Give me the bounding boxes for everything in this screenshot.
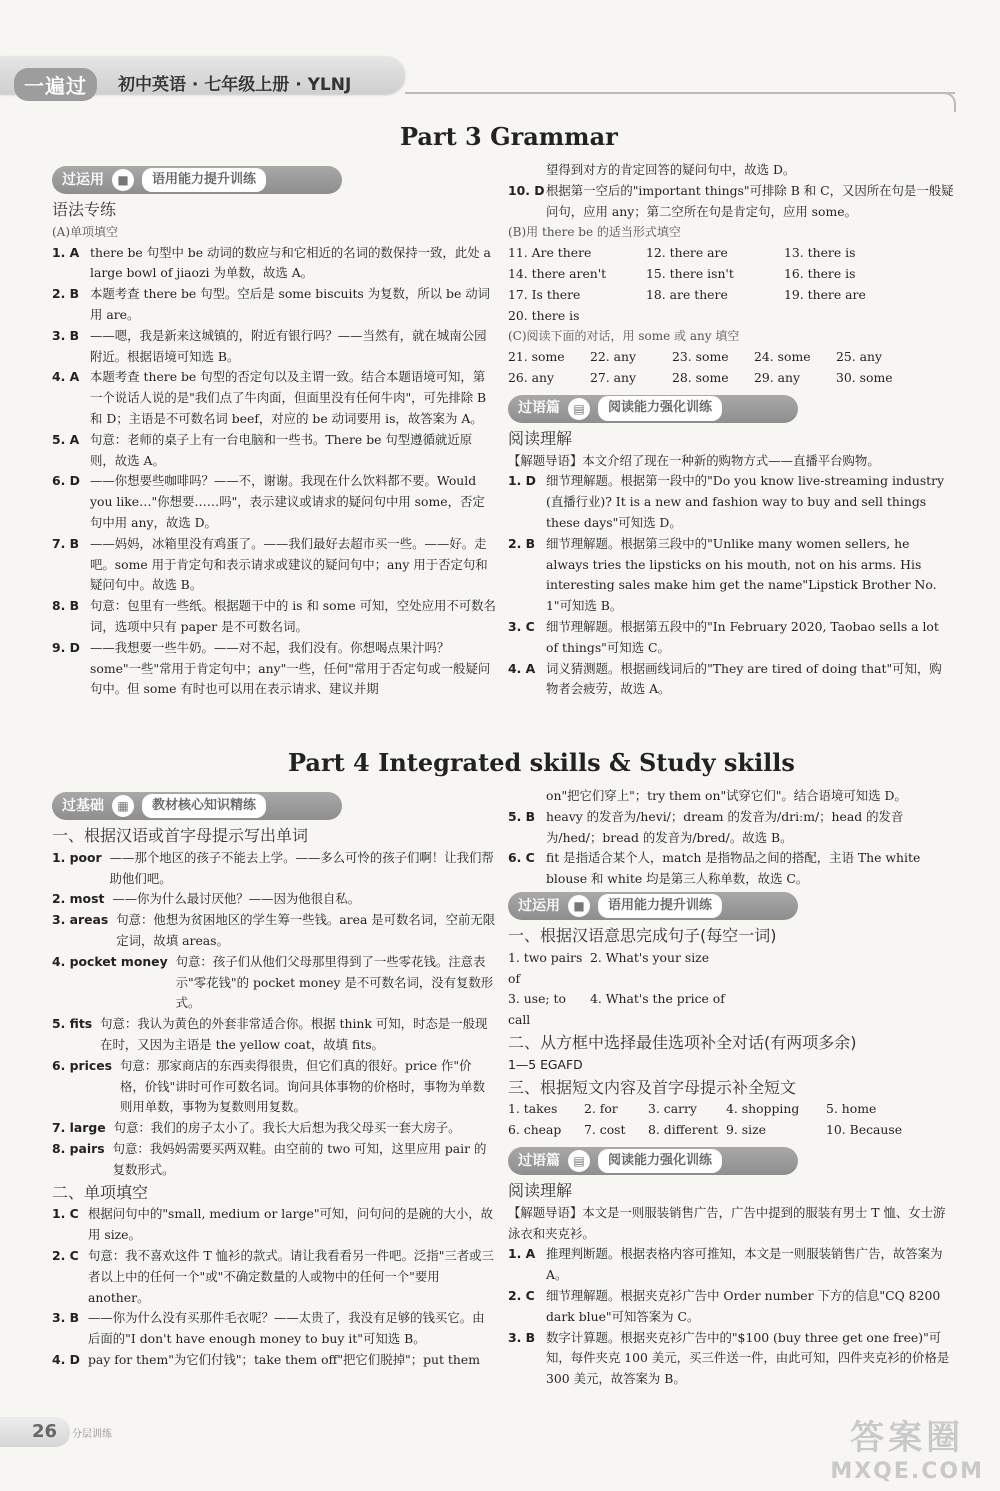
part4-title: Part 4 Integrated skills & Study skills	[288, 748, 795, 777]
grid-answer: 14. there aren't	[508, 265, 607, 281]
banner-sublabel: 阅读能力强化训练	[598, 396, 722, 421]
answer-list	[508, 807, 954, 890]
answer-explanation: 细节理解题。根据夹克衫广告中 Order number 下方的信息"CQ 8200 dark blue"可知答案为 C。	[546, 1287, 941, 1324]
banner-label: 过语篇	[518, 400, 560, 417]
answer-line: 1—5 EGAFD	[508, 1056, 583, 1072]
answer-item	[508, 848, 954, 890]
answer-explanation: 句意：我认为黄色的外套非常适合你。根据 think 可知，时态是一般现在时，又因为主语是 the yellow coat，故填 fits。	[100, 1016, 488, 1052]
banner-label: 过运用	[62, 171, 104, 188]
grid-answer: 10. Because	[826, 1122, 903, 1138]
part4-banner-reading	[508, 1147, 798, 1175]
section-heading: 二、单项填空	[52, 1182, 149, 1202]
answer-item	[508, 1328, 954, 1390]
answer-key: 6. C	[508, 850, 535, 866]
answer-grid	[508, 1099, 954, 1141]
grid-answer: 26. any	[508, 369, 555, 385]
answer-explanation: 句意：包里有一些纸。根据题干中的 is 和 some 可知，空处应用不可数名词，选项中只有 paper 是不可数名词。	[90, 598, 496, 634]
answer-item	[52, 1246, 496, 1308]
part3-right-column	[508, 160, 954, 700]
answer-item	[508, 534, 954, 617]
part3-title: Part 3 Grammar	[400, 122, 618, 151]
answer-item	[52, 638, 496, 700]
answer-explanation: ——你想要些咖啡吗？——不，谢谢。我现在什么饮料都不要。Would you like…"你想要……吗"，表示建议或请求的疑问句中用 some，否定句中用 any，故选 D。	[90, 473, 485, 530]
grid-answer: 18. are there	[646, 286, 728, 302]
answer-key: 2. most	[52, 891, 105, 907]
banner-label: 过基础	[62, 797, 104, 814]
answer-explanation: 数字计算题。根据夹克衫广告中的"$100 (buy three get one free)"可知，每件夹克 100 美元，买三件送一件，由此可知，四件夹克衫的价格是 300 美元，故答案为 B。	[546, 1329, 950, 1387]
answer-item	[52, 367, 496, 429]
grid-answer: 23. some	[672, 349, 729, 365]
grid-answer: 7. cost	[584, 1122, 626, 1138]
answer-item	[508, 617, 954, 659]
subsection-label: (B)用 there be 的适当形式填空	[508, 225, 681, 240]
banner-sublabel: 语用能力提升训练	[142, 168, 266, 193]
grid-answer: 5. home	[826, 1101, 877, 1117]
continued-text: 望得到对方的肯定回答的疑问句中，故选 D。	[546, 162, 796, 177]
answer-key: 9. D	[52, 639, 80, 655]
answer-explanation: 词义猜测题。根据画线词后的"They are tired of doing that"可知，购物者会疲劳，故选 A。	[546, 660, 942, 697]
answer-explanation: heavy 的发音为/hevi/；dream 的发音为/driːm/；head 的发音为/hed/；bread 的发音为/bred/。故选 B。	[546, 808, 904, 845]
answer-key: 2. C	[52, 1247, 79, 1263]
answer-grid	[508, 243, 954, 326]
answer-key: 4. D	[52, 1351, 80, 1367]
page-header	[0, 48, 1000, 98]
section-heading: 阅读理解	[508, 428, 573, 448]
answer-explanation: 句意：他想为贫困地区的学生筹一些钱。area 是可数名词，空前无限定词，故填 areas。	[116, 912, 496, 948]
banner-label: 过语篇	[518, 1152, 560, 1169]
answer-key: 4. A	[508, 660, 536, 676]
answer-item	[52, 1139, 496, 1181]
answer-explanation: 细节理解题。根据第三段中的"Unlike many women sellers, he always tries the lipsticks on his mouth, not on his arms. His interesting sales make him get the name"Lipstick Brother No. 1"可知选 B。	[546, 535, 937, 614]
answer-item	[52, 1118, 496, 1139]
answer-explanation: 根据问句中的"small, medium or large"可知，问句问的是碗的大小，故用 size。	[88, 1206, 494, 1243]
watermark	[830, 1410, 984, 1484]
answer-explanation: ——我想要一些牛奶。——对不起，我们没有。你想喝点果汁吗？some"一些"常用于肯定句中；any"一些，任何"常用于否定句或一般疑问句中。但 some 有时也可以用在表示请求、建议并期	[90, 639, 491, 697]
grid-answer: 3. carry	[648, 1101, 697, 1117]
answer-item	[52, 910, 496, 952]
answer-key: 5. A	[52, 431, 80, 447]
watermark-text: 答案圈	[850, 1418, 965, 1458]
banner-sublabel: 阅读能力强化训练	[598, 1149, 722, 1174]
answer-explanation: 细节理解题。根据第五段中的"In February 2020, Taobao sells a lot of things"可知选 C。	[546, 618, 939, 655]
part4-banner-usage	[508, 892, 798, 920]
banner-label: 过运用	[518, 897, 560, 914]
grid-answer: 4. shopping	[726, 1101, 800, 1117]
watermark-url: MXQE.COM	[830, 1459, 984, 1484]
grid-answer: 25. any	[836, 349, 883, 365]
answer-item	[52, 596, 496, 638]
answer-explanation: 本题考查 there be 句型的否定句以及主谓一致。结合本题语境可知，第一个说话人说的是"我们点了牛肉面，但面里没有任何牛肉"，可先排除 B 和 D；主语是不可数名词 beef，对应的 be 动词要用 is，故答案为 A。	[90, 369, 487, 426]
grid-answer: 27. any	[590, 369, 637, 385]
answer-item: 10. D 根据第一空后的"important things"可排除 B 和 C，又因所在句是一般疑问句，应用 any；第二空所在句是肯定句，应用 some。	[508, 182, 954, 219]
answer-explanation: 句意：孩子们从他们父母那里得到了一些零花钱。注意表示"零花钱"的 pocket money 是不可数名词，没有复数形式。	[175, 953, 494, 1011]
answer-item	[52, 952, 496, 1014]
grid-answer: 4. What's the price of	[590, 991, 725, 1007]
banner-sublabel: 教材核心知识精练	[142, 794, 266, 819]
answer-item	[52, 326, 496, 368]
answer-key: 7. B	[52, 535, 80, 551]
answer-item	[52, 534, 496, 596]
grid-answer: 13. there is	[784, 245, 856, 261]
answer-key: 8. B	[52, 598, 80, 614]
answer-key: 3. B	[52, 1310, 80, 1326]
answer-explanation: ——你为什么最讨厌他？——因为他很自私。	[112, 891, 361, 907]
answer-item	[52, 430, 496, 472]
grid-answer: 30. some	[836, 369, 893, 385]
grid-answer: 2. for	[584, 1101, 618, 1117]
answer-key: 1. poor	[52, 849, 102, 865]
subsection-label: (C)阅读下面的对话，用 some 或 any 填空	[508, 329, 740, 344]
answer-explanation: there be 句型中 be 动词的数应与和它相近的名词的数保持一致，此处 a large bowl of jiaozi 为单数，故选 A。	[90, 244, 491, 281]
section-heading: 阅读理解	[508, 1180, 573, 1200]
answer-explanation: 句意：那家商店的东西卖得很贵，但它们真的很好。price 作"价格，价钱"讲时可作可数名词。询问具体事物的价格时，事物为单数则用单数，事物为复数则用复数。	[120, 1057, 486, 1115]
page-number: 26	[0, 1417, 70, 1447]
answer-explanation: ——那个地区的孩子不能去上学。——多么可怜的孩子们啊！让我们帮助他们吧。	[109, 849, 494, 886]
guide-text: 【解题导语】本文介绍了现在一种新的购物方式——直播平台购物。	[508, 452, 880, 468]
answer-key: 6. prices	[52, 1057, 112, 1073]
section-heading: 一、根据汉语或首字母提示写出单词	[52, 826, 309, 845]
header-rule-corner	[942, 92, 956, 112]
answer-key: 3. B	[508, 1329, 536, 1345]
answer-item	[52, 848, 496, 890]
answer-key: 3. B	[52, 327, 80, 343]
book-title: 初中英语 · 七年级上册 · YLNJ	[118, 75, 352, 95]
answer-key: 5. B	[508, 808, 536, 824]
grid-answer: 6. cheap	[508, 1122, 562, 1138]
answer-explanation: pay for them"为它们付钱"；take them off"把它们脱掉"；put them	[88, 1351, 480, 1367]
part3-banner-reading	[508, 395, 798, 423]
answer-explanation: 句意：我们的房子太小了。我长大后想为我父母买一套大房子。	[113, 1120, 461, 1136]
answer-key: 1. A	[52, 244, 80, 260]
section-heading: 语法专练	[52, 200, 117, 219]
answer-list	[52, 848, 496, 1181]
section-heading: 一、根据汉语意思完成句子(每空一词)	[508, 925, 777, 945]
answer-explanation: ——你为什么没有买那件毛衣呢？——太贵了，我没有足够的钱买它。由后面的"I don't have enough money to buy it"可知选 B。	[88, 1310, 485, 1347]
answer-item	[508, 471, 954, 533]
book-icon: ▤	[568, 1150, 590, 1172]
banner-sublabel: 语用能力提升训练	[598, 894, 722, 919]
section-heading: 三、根据短文内容及首字母提示补全短文	[508, 1077, 797, 1097]
answer-key: 4. pocket money	[52, 953, 168, 969]
answer-key: 3. areas	[52, 912, 109, 928]
footer-label: 分层训练	[72, 1429, 112, 1440]
series-logo: 一遍过	[14, 68, 97, 101]
part3-banner-usage	[52, 166, 342, 194]
answer-item	[52, 284, 496, 326]
answer-key: 5. fits	[52, 1016, 93, 1032]
continued-text: on"把它们穿上"；try them on"试穿它们"。结合语境可知选 D。	[546, 788, 907, 803]
part4-banner-basics	[52, 792, 342, 820]
answer-key: 2. B	[52, 286, 80, 302]
answer-key: 4. A	[52, 369, 80, 385]
answer-key: 7. large	[52, 1120, 106, 1136]
answer-explanation: 句意：我不喜欢这件 T 恤衫的款式。请让我看看另一件吧。泛指"三者或三者以上中的任何一个"或"不确定数量的人或物中的任何一个"要用 another。	[88, 1247, 494, 1305]
subsection-label: (A)单项填空	[52, 224, 119, 239]
answer-list	[508, 1244, 954, 1390]
answer-item	[52, 1014, 496, 1056]
building-icon: ■	[112, 169, 134, 191]
answer-key: 6. D	[52, 473, 80, 489]
grid-answer: 24. some	[754, 349, 811, 365]
part3-left-column	[52, 164, 496, 700]
header-pill	[0, 56, 405, 98]
answer-item	[508, 1244, 954, 1286]
notebook-icon: ▦	[112, 795, 134, 817]
guide-text: 【解题导语】本文是一则服装销售广告，广告中提到的服装有男士 T 恤、女士游泳衣和夹克衫。	[508, 1204, 946, 1241]
answer-list	[52, 243, 496, 701]
answer-explanation: 本题考查 there be 句型。空后是 some biscuits 为复数，所以 be 动词用 are。	[90, 286, 490, 322]
answer-item	[52, 889, 496, 910]
answer-item	[508, 807, 954, 849]
grid-answer: 22. any	[590, 349, 637, 365]
answer-item	[52, 243, 496, 285]
grid-answer: 11. Are there	[508, 245, 592, 261]
answer-item	[508, 1286, 954, 1328]
answer-key: 2. B	[508, 535, 536, 551]
answer-list	[508, 471, 954, 700]
answer-explanation: 推理判断题。根据表格内容可推知，本文是一则服装销售广告，故答案为 A。	[546, 1246, 943, 1283]
answer-item	[52, 471, 496, 533]
grid-answer: 17. Is there	[508, 286, 581, 302]
answer-key: 3. C	[508, 618, 535, 634]
answer-explanation: ——嗯，我是新来这城镇的，附近有银行吗？——当然有，就在城南公园附近。根据语境可知选 B。	[90, 327, 487, 364]
answer-key: 2. C	[508, 1287, 535, 1303]
grid-answer: 1. takes	[508, 1101, 558, 1117]
answer-explanation: fit 是指适合某个人，match 是指物品之间的搭配，主语 The white blouse 和 white 均是第三人称单数，故选 C。	[546, 850, 921, 887]
answer-item	[508, 659, 954, 701]
grid-answer: 1. two pairs of	[508, 949, 583, 986]
answer-key: 1. A	[508, 1246, 536, 1262]
grid-answer: 28. some	[672, 369, 729, 385]
answer-item	[52, 1308, 496, 1350]
answer-grid	[508, 347, 954, 389]
answer-explanation: 句意：老师的桌子上有一台电脑和一些书。There be 句型遵循就近原则，故选 A。	[90, 431, 473, 468]
grid-answer: 12. there are	[646, 245, 728, 261]
grid-answer: 15. there isn't	[646, 265, 734, 281]
answer-key: 8. pairs	[52, 1140, 105, 1156]
answer-item	[52, 1056, 496, 1118]
answer-explanation: ——妈妈，冰箱里没有鸡蛋了。——我们最好去超市买一些。——好。走吧。some 用于肯定句和表示请求或建议的疑问句中；any 用于否定句和疑问句中。故选 B。	[90, 535, 488, 593]
part4-left-column	[52, 790, 496, 1371]
answer-key: 1. C	[52, 1206, 79, 1222]
header-rule	[405, 92, 955, 94]
part4-right-column	[508, 786, 954, 1390]
grid-answer: 9. size	[726, 1122, 766, 1138]
book-icon: ▤	[568, 398, 590, 420]
grid-answer: 16. there is	[784, 265, 856, 281]
answer-explanation: 细节理解题。根据第一段中的"Do you know live-streaming industry (直播行业)? It is a new and fashion way to buy and sell things these days"可知选 D。	[546, 473, 945, 530]
grid-answer: 20. there is	[508, 307, 580, 323]
answer-item	[52, 1204, 496, 1246]
answer-explanation: 句意：我妈妈需要买两双鞋。由空前的 two 可知，这里应用 pair 的复数形式。	[112, 1140, 487, 1177]
section-heading: 二、从方框中选择最佳选项补全对话(有两项多余)	[508, 1032, 857, 1052]
grid-answer: 2. What's your size	[590, 949, 710, 965]
answer-key: 1. D	[508, 473, 536, 489]
building-icon: ■	[568, 895, 590, 917]
grid-answer: 8. different	[648, 1122, 719, 1138]
grid-answer: 19. there are	[784, 286, 866, 302]
grid-answer: 29. any	[754, 369, 801, 385]
answer-list	[52, 1204, 496, 1370]
grid-answer: 3. use; to call	[508, 991, 566, 1028]
grid-answer: 21. some	[508, 349, 565, 365]
answer-item	[52, 1350, 496, 1371]
answer-grid	[508, 948, 954, 1031]
